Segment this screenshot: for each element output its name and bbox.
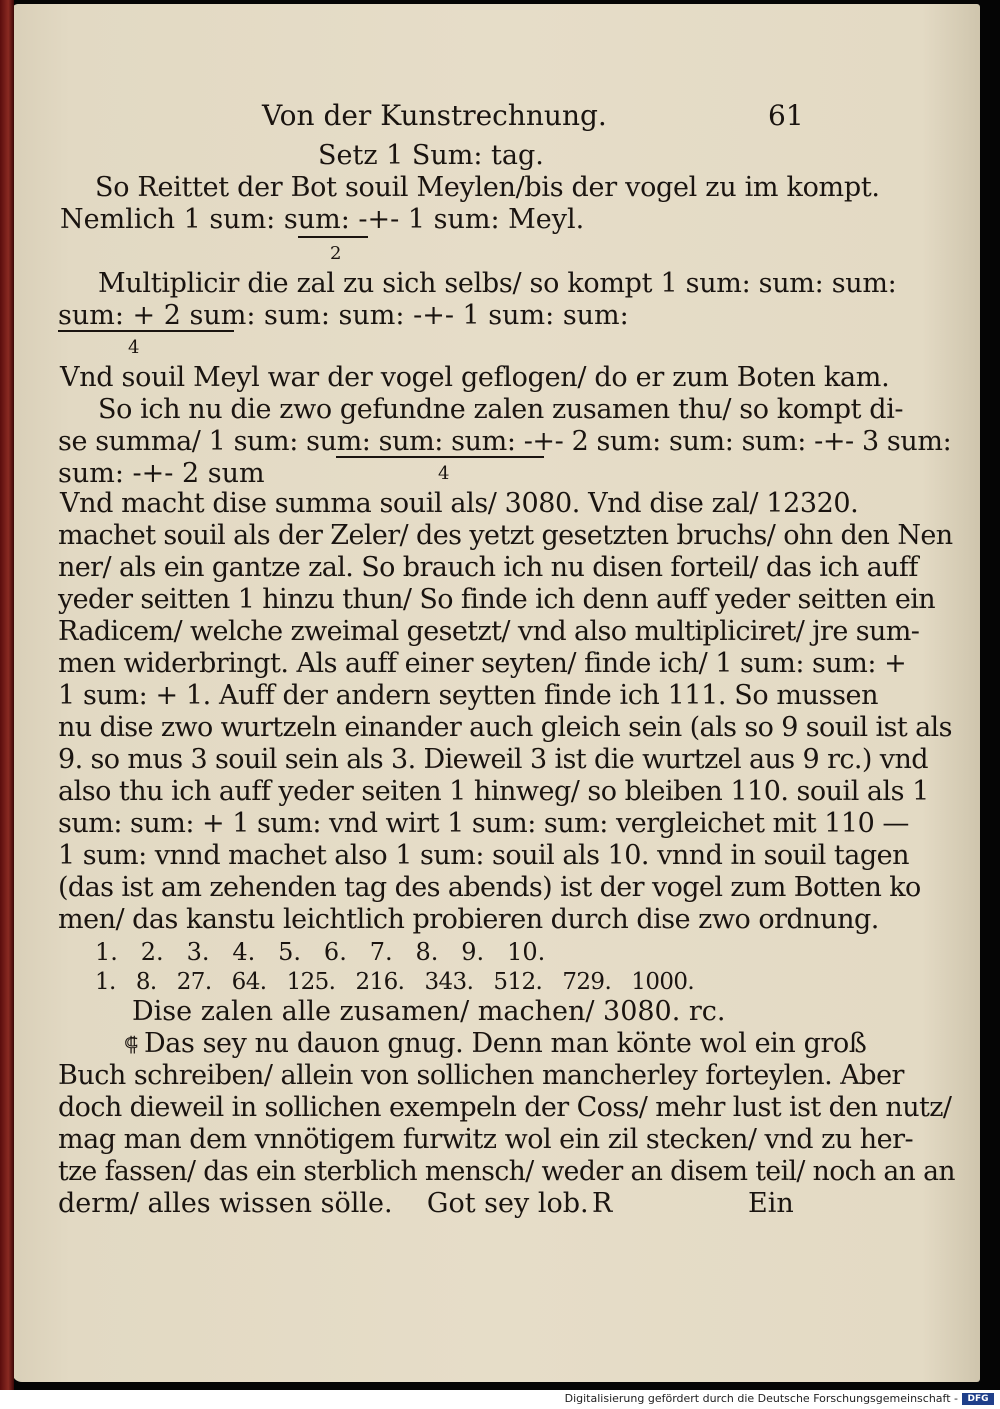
line-text: ner/ als ein gantze zal. So brauch ich nu disen forteil/ das ich auff xyxy=(58,552,918,583)
line-text: So Reittet der Bot souil Meylen/bis der vogel zu im kompt. xyxy=(95,172,880,203)
line-text: mag man dem vnnötigem furwitz wol ein zil stecken/ vnd zu her- xyxy=(58,1124,914,1155)
page-number: 61 xyxy=(768,99,804,132)
running-title-text: Von der Kunstrechnung. xyxy=(262,99,607,132)
line-text: Setz 1 Sum: tag. xyxy=(318,140,544,171)
line-text: Vnd souil Meyl war der vogel geflogen/ do er zum Boten kam. xyxy=(60,362,890,393)
line-text: 1. 8. 27. 64. 125. 216. 343. 512. 729. 1000. xyxy=(95,969,695,995)
line-text: Buch schreiben/ allein von sollichen mancherley forteylen. Aber xyxy=(58,1060,904,1091)
fraction-bar xyxy=(58,330,234,332)
paragraph-mark-icon: ⸿ xyxy=(124,1032,139,1056)
line-text: sum: -+- 2 sum xyxy=(58,458,265,489)
signature-mark: R xyxy=(592,1188,613,1219)
footer-credit: Digitalisierung gefördert durch die Deutsche Forschungsgemeinschaft - xyxy=(564,1392,958,1405)
line-text: Nemlich 1 sum: sum: -+- 1 sum: Meyl. xyxy=(60,204,585,235)
line-text: se summa/ 1 sum: sum: sum: sum: -+- 2 sum: sum: sum: -+- 3 sum: xyxy=(58,426,952,457)
line-text: Multiplicir die zal zu sich selbs/ so kompt 1 sum: sum: sum: xyxy=(98,268,897,299)
line-text: doch dieweil in sollichen exempeln der Coss/ mehr lust ist den nutz/ xyxy=(58,1092,952,1123)
line-text: Das sey nu dauon gnug. Denn man könte wol ein groß xyxy=(144,1028,867,1059)
line-text: Radicem/ welche zweimal gesetzt/ vnd also multipliciret/ jre sum- xyxy=(58,616,920,647)
line-text: Dise zalen alle zusamen/ machen/ 3080. rc. xyxy=(132,996,726,1027)
line-text: derm/ alles wissen sölle. Got sey lob. xyxy=(58,1188,589,1219)
line-text: Vnd macht dise summa souil als/ 3080. Vnd dise zal/ 12320. xyxy=(60,488,859,519)
catchword: Ein xyxy=(748,1188,794,1219)
line-text: nu dise zwo wurtzeln einander auch gleich sein (als so 9 souil ist als xyxy=(58,712,952,743)
line-text: sum: + 2 sum: sum: sum: -+- 1 sum: sum: xyxy=(58,300,629,331)
line-text: 9. so mus 3 souil sein als 3. Dieweil 3 ist die wurtzel aus 9 rc.) vnd xyxy=(58,744,928,775)
line-text: machet souil als der Zeler/ des yetzt gesetzten bruchs/ ohn den Nen xyxy=(58,520,953,551)
binding-edge xyxy=(0,0,14,1390)
dfg-logo: DFG xyxy=(962,1393,994,1405)
line-text: yeder seitten 1 hinzu thun/ So finde ich denn auff yeder seitten ein xyxy=(58,584,936,615)
line-text: also thu ich auff yeder seiten 1 hinweg/ so bleiben 110. souil als 1 xyxy=(58,776,929,807)
footer-bar xyxy=(0,1390,1000,1409)
denominator: 4 xyxy=(438,463,450,484)
denominator: 2 xyxy=(330,243,342,264)
line-text: men widerbringt. Als auff einer seyten/ finde ich/ 1 sum: sum: + xyxy=(58,648,907,679)
line-text: So ich nu die zwo gefundne zalen zusamen thu/ so kompt di- xyxy=(98,394,904,425)
line-text: (das ist am zehenden tag des abends) ist der vogel zum Botten ko xyxy=(58,872,921,903)
line-text: sum: sum: + 1 sum: vnd wirt 1 sum: sum: vergleichet mit 110 — xyxy=(58,808,909,839)
line-text: 1 sum: vnnd machet also 1 sum: souil als 10. vnnd in souil tagen xyxy=(58,840,910,871)
line-text: 1 sum: + 1. Auff der andern seytten finde ich 111. So mussen xyxy=(58,680,879,711)
line-text: men/ das kanstu leichtlich probieren durch dise zwo ordnung. xyxy=(58,904,879,935)
line-text: 1. 2. 3. 4. 5. 6. 7. 8. 9. 10. xyxy=(95,938,546,966)
line-text: tze fassen/ das ein sterblich mensch/ weder an disem teil/ noch an an xyxy=(58,1156,955,1187)
denominator: 4 xyxy=(128,337,140,358)
